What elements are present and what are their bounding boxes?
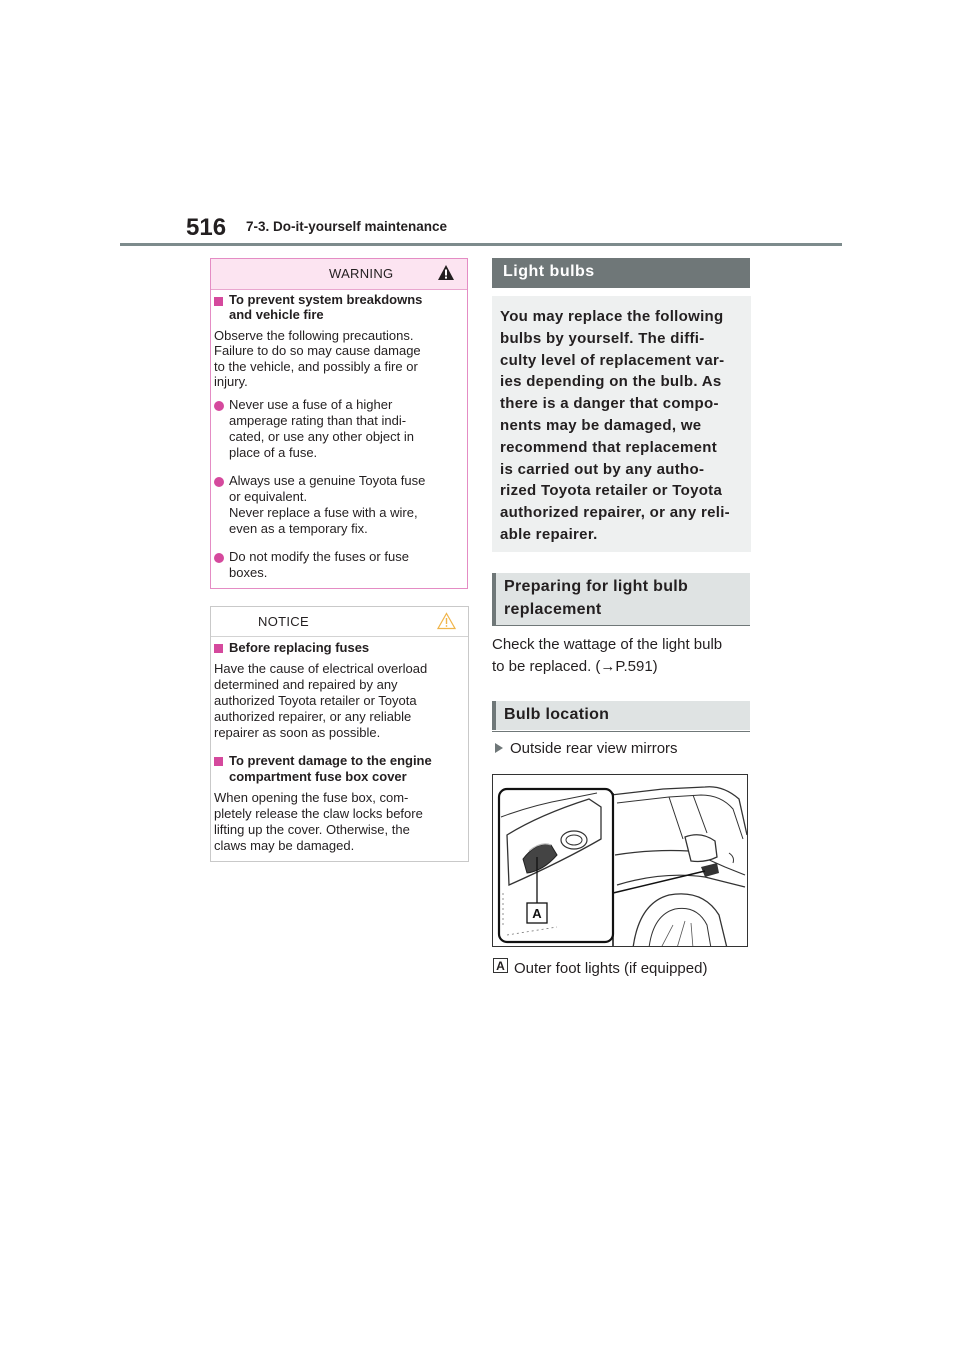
intro-line: rized Toyota retailer or Toyota [500, 482, 723, 500]
intro-text [500, 306, 748, 546]
notice-text-line: determined and repaired by any [214, 677, 398, 692]
notice-heading-line-1: To prevent damage to the engine [229, 753, 432, 768]
round-bullet-icon [214, 477, 224, 487]
preparing-title-line-1: Preparing for light bulb [504, 578, 689, 595]
warning-item-line: Never use a fuse of a higher [229, 397, 393, 412]
callout-label-a: A [493, 958, 508, 973]
notice-text-line: When opening the fuse box, com- [214, 790, 409, 805]
intro-line: recommend that replacement [500, 438, 718, 456]
intro-line: authorized repairer, or any reli- [500, 504, 730, 522]
square-bullet-icon [214, 757, 223, 766]
intro-line: You may replace the following [500, 308, 724, 325]
subhead-rule [492, 625, 750, 626]
warning-heading-line-2: and vehicle fire [229, 307, 324, 322]
intro-line: able repairer. [500, 525, 598, 543]
round-bullet-icon [214, 553, 224, 563]
notice-title: NOTICE [258, 614, 309, 629]
callout-text: Outer foot lights (if equipped) [514, 960, 708, 977]
intro-line: culty level of replacement var- [500, 351, 725, 369]
bulb-location-heading [492, 701, 750, 730]
page-number: 516 [186, 214, 227, 241]
notice-text-line: repairer as soon as possible. [214, 725, 381, 740]
warning-intro-line: to the vehicle, and possibly a fire or [214, 359, 418, 374]
warning-item-line: Always use a genuine Toyota fuse [229, 473, 426, 488]
notice-text-line: authorized Toyota retailer or Toyota [214, 693, 417, 708]
preparing-text-line-1: Check the wattage of the light bulb [492, 636, 723, 653]
square-bullet-icon [214, 644, 223, 653]
notice-text-line: claws may be damaged. [214, 838, 355, 853]
warning-item-line: place of a fuse. [229, 445, 318, 460]
intro-line: ies depending on the bulb. As [500, 373, 722, 391]
warning-item-line: Never replace a fuse with a wire, [229, 505, 418, 520]
mirror-illustration [492, 774, 748, 947]
warning-intro-line: Failure to do so may cause damage [214, 343, 421, 358]
warning-title: WARNING [329, 266, 394, 281]
triangle-bullet-icon [494, 742, 504, 754]
notice-text-line: authorized repairer, or any reliable [214, 709, 412, 724]
warning-intro-line: injury. [214, 374, 248, 389]
warning-item-line: even as a temporary fix. [229, 521, 368, 536]
round-bullet-icon [214, 401, 224, 411]
section-title: 7-3. Do-it-yourself maintenance [246, 219, 448, 234]
figure-label-a: A [532, 906, 542, 921]
warning-item-line: Do not modify the fuses or fuse [229, 549, 409, 564]
preparing-heading [492, 573, 750, 625]
notice-heading-line-2: compartment fuse box cover [229, 769, 407, 784]
preparing-text-line-2: to be replaced. (→P.591) [492, 658, 658, 675]
warning-item-line: amperage rating than that indi- [229, 413, 407, 428]
location-item: Outside rear view mirrors [510, 740, 678, 757]
subhead-rule [492, 731, 750, 732]
header-rule [120, 243, 842, 246]
warning-item-line: boxes. [229, 565, 268, 580]
warning-item-line: cated, or use any other object in [229, 429, 415, 444]
warning-triangle-icon [437, 264, 455, 281]
bulb-location-title: Bulb location [504, 706, 610, 723]
warning-header [211, 259, 467, 290]
notice-text-line: lifting up the cover. Otherwise, the [214, 822, 410, 837]
notice-text-line: pletely release the claw locks before [214, 806, 423, 821]
car-mirror-drawing [493, 775, 748, 947]
intro-line: bulbs by yourself. The diffi- [500, 329, 705, 347]
square-bullet-icon [214, 297, 223, 306]
intro-line: nents may be damaged, we [500, 416, 702, 434]
notice-text-line: Have the cause of electrical overload [214, 661, 428, 676]
intro-line: there is a danger that compo- [500, 395, 719, 413]
notice-header [211, 607, 468, 637]
intro-line: is carried out by any autho- [500, 460, 705, 478]
warning-item-line: or equivalent. [229, 489, 308, 504]
light-bulbs-title: Light bulbs [503, 263, 595, 280]
preparing-title-line-2: replacement [504, 601, 602, 618]
warning-heading-line-1: To prevent system breakdowns [229, 292, 423, 307]
notice-heading: Before replacing fuses [229, 640, 370, 655]
caution-triangle-icon [437, 612, 456, 630]
warning-intro-line: Observe the following precautions. [214, 328, 414, 343]
